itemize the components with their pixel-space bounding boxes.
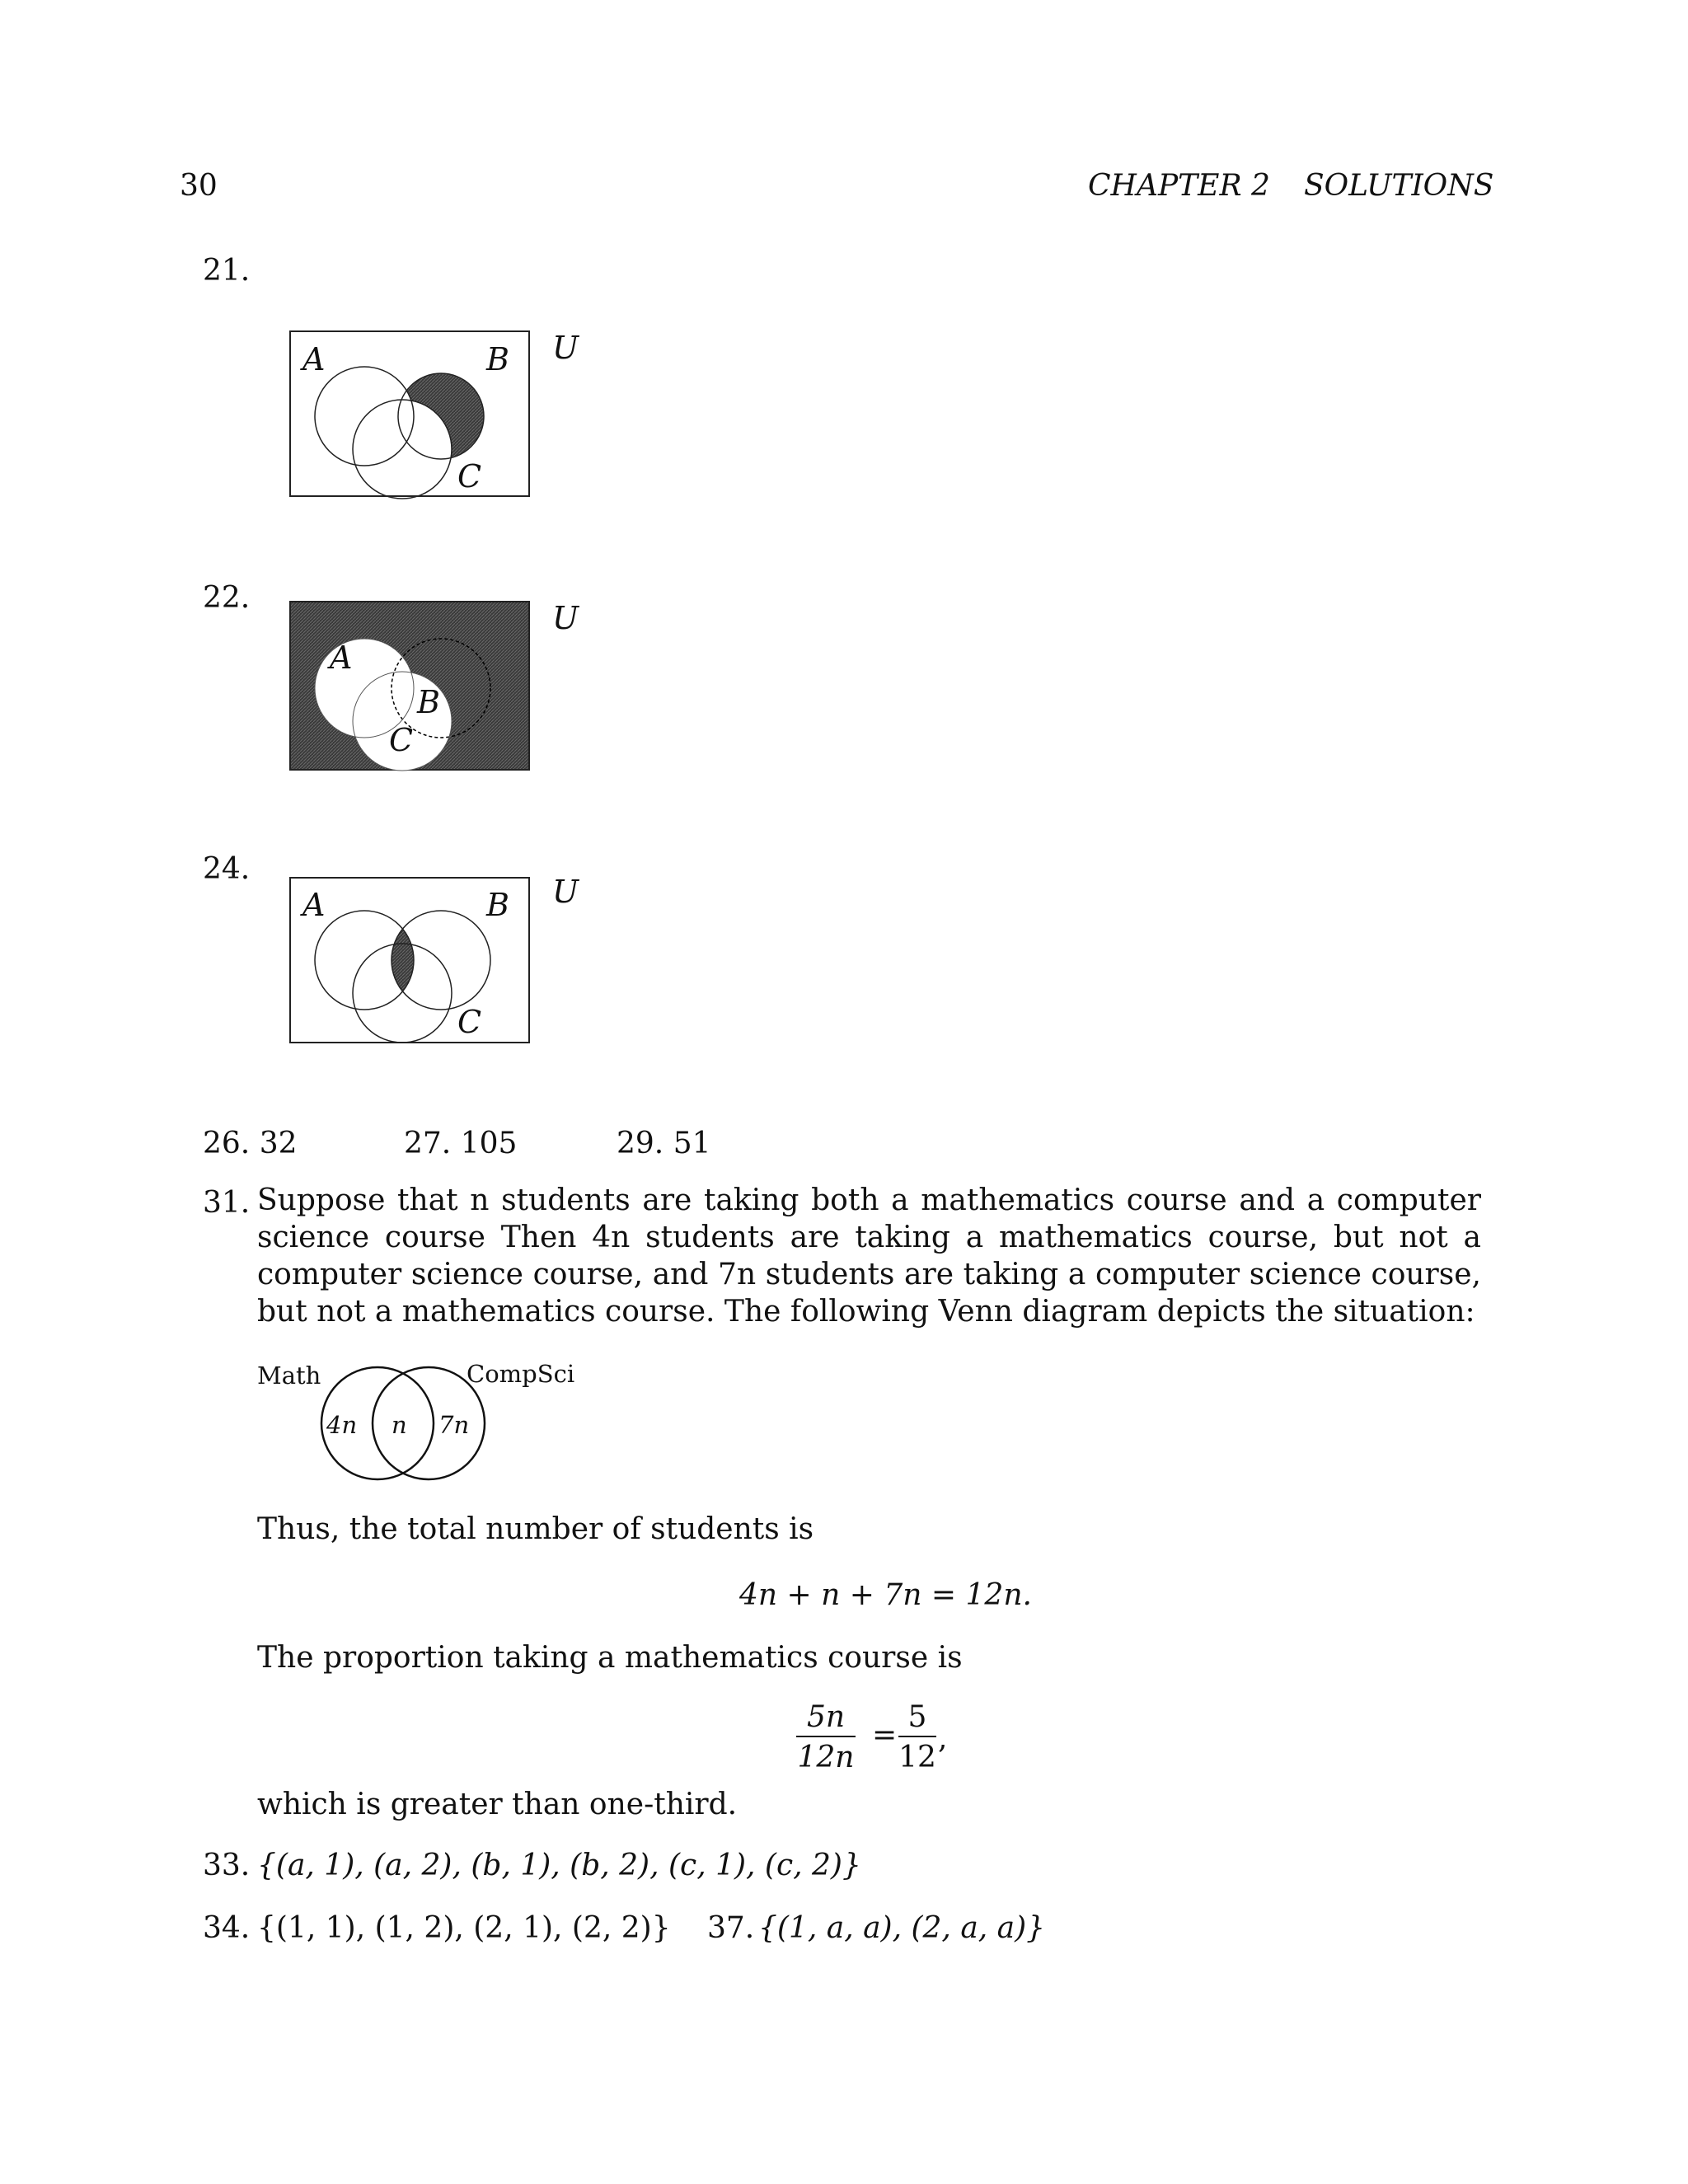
venn-22-label-c: C bbox=[389, 722, 414, 758]
venn-24-label-u: U bbox=[552, 874, 579, 910]
answer-34: {(1, 1), (1, 2), (2, 1), (2, 2)} bbox=[257, 1911, 671, 1945]
venn-21-label-a: A bbox=[302, 341, 326, 377]
venn-22-label-b: B bbox=[417, 684, 440, 720]
venn-24-label-b: B bbox=[486, 887, 509, 923]
venn-31-label-compsci: CompSci bbox=[467, 1360, 575, 1388]
answer-37: {(1, a, a), (2, a, a)} bbox=[758, 1911, 1046, 1945]
venn-22-label-a: A bbox=[330, 640, 353, 676]
venn-31-region-math-only: 4n bbox=[326, 1411, 358, 1439]
problem-31-paragraph-4: which is greater than one-third. bbox=[257, 1788, 738, 1821]
answer-26: 26. 32 bbox=[203, 1127, 298, 1160]
item-number-33: 33. bbox=[203, 1849, 251, 1882]
fraction-trailing-comma: , bbox=[938, 1722, 948, 1755]
item-number-24: 24. bbox=[203, 852, 251, 886]
item-number-31: 31. bbox=[203, 1186, 251, 1220]
problem-31-paragraph-1: Suppose that n students are taking both a mathematics course and a computer science course Then 4n students are taking a mathematics course, but not a computer science course, and 7n students are taking a computer science course, but not a mathematics course. The following Venn diagram depicts the situation: bbox=[257, 1183, 1481, 1329]
problem-31-equation-total: 4n + n + 7n = 12n. bbox=[739, 1578, 1032, 1612]
venn-21-label-b: B bbox=[486, 341, 509, 377]
problem-31-paragraph-2: Thus, the total number of students is bbox=[257, 1512, 814, 1546]
fraction-2-numerator: 5 bbox=[907, 1700, 927, 1734]
item-number-37: 37. bbox=[707, 1911, 755, 1945]
fraction-2-bar bbox=[898, 1736, 936, 1737]
venn-21-label-u: U bbox=[552, 330, 579, 366]
venn-31-label-math: Math bbox=[257, 1361, 321, 1390]
chapter-title: CHAPTER 2 bbox=[1088, 169, 1270, 203]
answer-33: {(a, 1), (a, 2), (b, 1), (b, 2), (c, 1), (c, 2)} bbox=[257, 1849, 861, 1882]
fraction-equals-sign: = bbox=[872, 1718, 898, 1752]
item-number-22: 22. bbox=[203, 581, 251, 615]
fraction-1-numerator: 5n bbox=[806, 1700, 846, 1734]
answer-27: 27. 105 bbox=[404, 1127, 518, 1160]
fraction-1-bar bbox=[796, 1736, 856, 1737]
item-number-34: 34. bbox=[203, 1911, 251, 1945]
section-title: SOLUTIONS bbox=[1304, 169, 1494, 203]
item-number-21: 21. bbox=[203, 254, 251, 288]
venn-24-label-c: C bbox=[457, 1004, 482, 1040]
fraction-2-denominator: 12 bbox=[898, 1741, 936, 1774]
fraction-1-denominator: 12n bbox=[797, 1741, 855, 1774]
venn-22-label-u: U bbox=[552, 600, 579, 636]
venn-21-label-c: C bbox=[457, 458, 482, 494]
answer-29: 29. 51 bbox=[617, 1127, 711, 1160]
page-number: 30 bbox=[180, 169, 218, 203]
venn-24-label-a: A bbox=[302, 887, 326, 923]
problem-31-paragraph-3: The proportion taking a mathematics course is bbox=[257, 1641, 963, 1675]
venn-31-region-compsci-only: 7n bbox=[438, 1411, 470, 1439]
venn-31-region-both: n bbox=[392, 1411, 407, 1439]
